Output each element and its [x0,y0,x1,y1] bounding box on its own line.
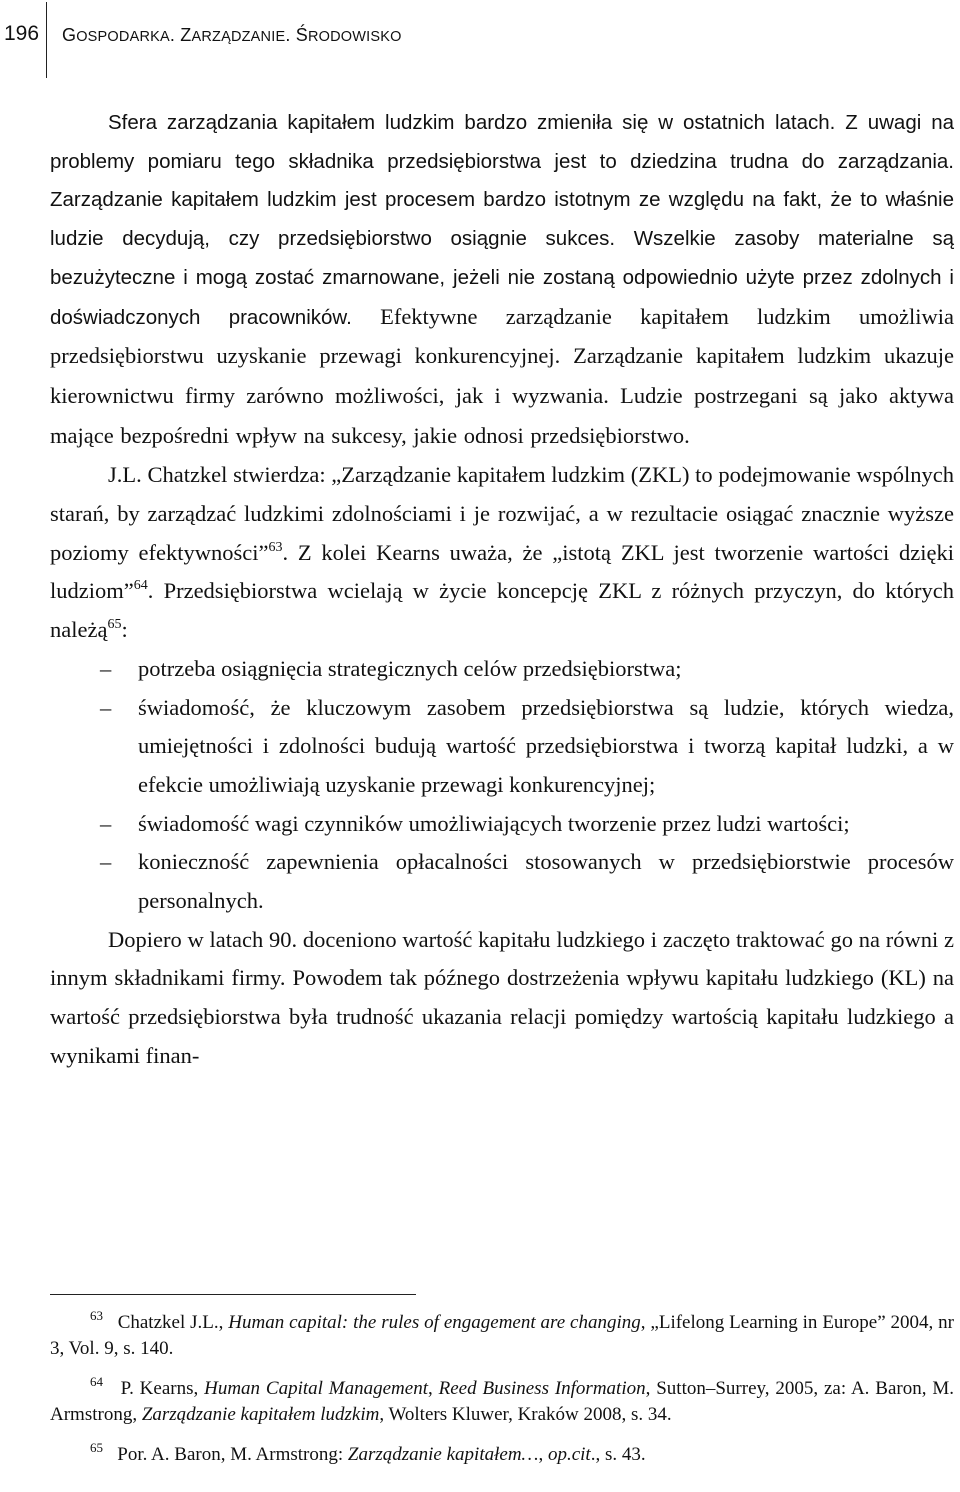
dash-bullet: – [100,655,112,681]
list-item: – świadomość wagi czynników umożliwiających tworzenie przez ludzi wartości; [50,805,954,844]
paragraph-3: Dopiero w latach 90. doceniono wartość kapitału ludzkiego i zaczęto traktować go na równi z innym składnikami firmy. Powodem tak późnego dostrzeżenia wpływu kapitału ludzkiego (KL) na wartość przedsiębiorstwa była trudność ukazania relacji pomiędzy wartością kapitału ludzkiego a wynikami finan- [50,926,954,1068]
footnotes [50,1310,954,1482]
footnote-64: $^{64}$ P. Kearns, Human Capital Management, Reed Business Information, Sutton–Surrey, 2005, za: A. Baron, M. Armstrong, Zarządzanie kapitałem ludzkim, Wolters Kluwer, Kraków 2008, s. 34. [50,1374,954,1425]
paragraph-2: J.L. Chatzkel stwierdza: „Zarządzanie kapitałem ludzkim (ZKL) to podejmowanie wspólnych starań, by zarządzać ludzkimi zdolnościami i je rozwijać, a w rezultacie osiągać znacznie wyższe poziomy efektywności”$^{63}$. Z kolei Kearns uważa, że „istotą ZKL jest tworzenie wartości dzięki ludziom”$^{64}$. Przedsiębiorstwa wcielają w życie koncepcję ZKL z różnych przyczyn, do których należą$^{65}$: [50,462,954,643]
dash-bullet: – [100,810,112,836]
footnote-65: $^{65}$ Por. A. Baron, M. Armstrong: Zarządzanie kapitałem…, op.cit., s. 43. [90,1440,646,1465]
paragraph-1: Sfera zarządzania kapitałem ludzkim bardzo zmieniła się w ostatnich latach. Z uwagi na problemy pomiaru tego składnika przedsiębiorstwa jest to dziedzina trudna do zarządzania. Zarządzanie kapitałem ludzkim jest procesem bardzo istotnym ze względu na fakt, że to właśnie ludzie decydują, czy przedsiębiorstwo osiągnie sukces. Wszelkie zasoby materialne są bezużyteczne i mogą zostać zmarnowane, jeżeli nie zostaną odpowiednio użyte przez zdolnych i doświadczonych pracowników. Efektywne zarządzanie kapitałem ludzkim umożliwia przedsiębiorstwu uzyskanie przewagi konkurencyjnej. Zarządzanie kapitałem ludzkim ukazuje kierownictwu firmy zarówno możliwości, jak i wyzwania. Ludzie postrzegani są jako aktywa mające bezpośredni wpływ na sukcesy, jakie odnosi przedsiębiorstwo. [50,111,954,448]
page-number: 196 [4,22,40,45]
footnote-divider [50,1294,416,1295]
dash-bullet: – [100,694,112,720]
running-header: GOSPODARKA. ZARZĄDZANIE. ŚRODOWISKO [62,25,402,45]
body-text [50,104,954,1076]
footnote-63: $^{63}$ Chatzkel J.L., Human capital: the rules of engagement are changing, „Lifelong Learning in Europe” 2004, nr 3, Vol. 9, s. 140. [50,1308,955,1359]
header-divider [46,2,47,78]
list-item: – konieczność zapewnienia opłacalności stosowanych w przedsiębiorstwie procesów personalnych. [50,843,954,920]
list-item: – świadomość, że kluczowym zasobem przedsiębiorstwa są ludzie, których wiedza, umiejętności i zdolności budują wartość przedsiębiorstwa i tworzą kapitał ludzki, a w efekcie umożliwiają uzyskanie przewagi konkurencyjnej; [50,689,954,805]
list-item: – potrzeba osiągnięcia strategicznych celów przedsiębiorstwa; [50,650,954,689]
reasons-list [50,650,954,921]
dash-bullet: – [100,849,112,875]
